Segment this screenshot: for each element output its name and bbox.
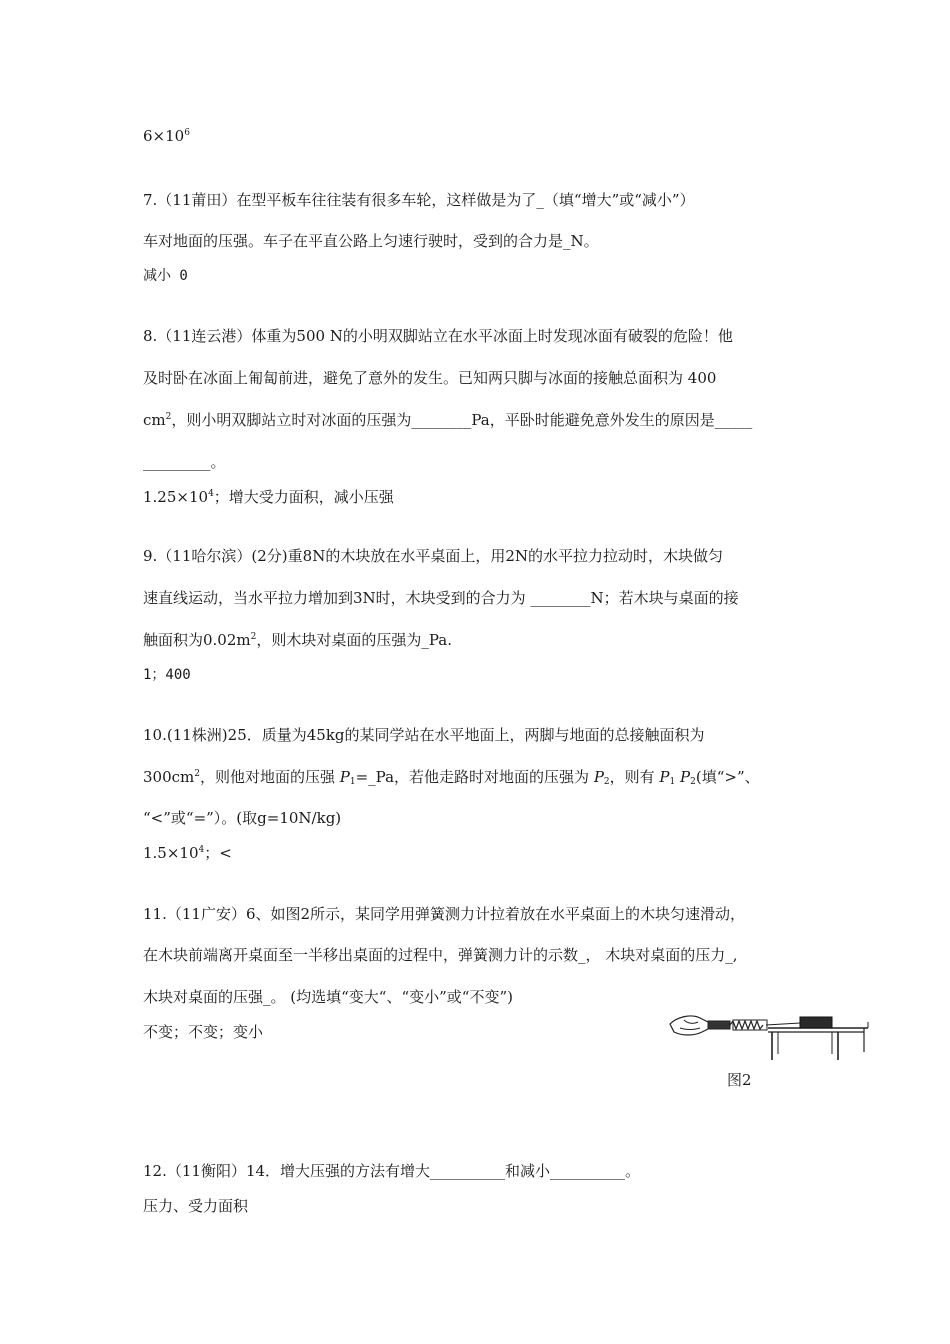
q9-line-1: 9.（11哈尔滨）(2分)重8N的木块放在水平桌面上，用2N的水平拉力拉动时，木块做匀	[143, 547, 723, 565]
q9-answer: 1；400	[143, 667, 191, 683]
q9-line-3: 触面积为$0.02m^2$，则木块对桌面的压强为_Pa.	[143, 631, 452, 649]
spring-scale-figure	[668, 1002, 882, 1062]
q10-line-3: “<”或“=”）。(取g=10N/kg)	[143, 809, 342, 827]
q8-line-4: _________。	[143, 453, 226, 471]
q7-line-1: 7.（11莆田）在型平板车往往装有很多车轮，这样做是为了_（填“增大”或“减小”）	[143, 191, 695, 209]
q8-line-1: 8.（11连云港）体重为500 N的小明双脚站立在水平冰面上时发现冰面有破裂的危险！他	[143, 327, 733, 345]
q9-line-2: 速直线运动，当水平拉力增加到3N时，木块受到的合力为 ________N；若木块与桌面的接	[143, 589, 739, 607]
q8-line-3: $cm^2$，则小明双脚站立时对冰面的压强为________Pa，平卧时能避免意外发生的原因是_____	[143, 411, 753, 429]
q11-line-3: 木块对桌面的压强_。 (均选填“变大“、“变小”或“不变”)	[143, 988, 513, 1006]
q8-line-2: 及时卧在冰面上匍匐前进，避免了意外的发生。已知两只脚与冰面的接触总面积为 400	[143, 369, 717, 387]
q10-line-2: $300cm^2$，则他对地面的压强 $P_1=\_Pa$，若他走路时对地面的压强为 $P_2$，则有 $P_1$ $P_2$(填“>”、	[143, 768, 760, 787]
q7-line-2: 车对地面的压强。车子在平直公路上匀速行驶时，受到的合力是_N。	[143, 232, 599, 250]
spring-scale-illustration	[668, 1002, 882, 1062]
q10-answer: $1.5\times 10^4$；<	[143, 844, 232, 862]
q11-line-1: 11.（11广安）6、如图2所示，某同学用弹簧测力计拉着放在水平桌面上的木块匀速滑动，	[143, 905, 746, 923]
q11-line-2: 在木块前端离开桌面至一半移出桌面的过程中，弹簧测力计的示数_， 木块对桌面的压力_,	[143, 946, 738, 964]
q12-answer: 压力、受力面积	[143, 1197, 249, 1215]
q12-line-1: 12.（11衡阳）14．增大压强的方法有增大__________和减小__________。	[143, 1162, 641, 1180]
q10-line-1: 10.(11株洲)25．质量为45kg的某同学站在水平地面上，两脚与地面的总接触面积为	[143, 726, 705, 744]
top-answer: $6\times 10^6$	[143, 127, 190, 145]
figure-caption: 图2	[727, 1071, 752, 1089]
q7-answer: 减小 0	[143, 268, 188, 284]
q8-answer: $1.25\times 10^4$；增大受力面积，减小压强	[143, 488, 394, 506]
q11-answer: 不变；不变；变小	[143, 1023, 264, 1041]
